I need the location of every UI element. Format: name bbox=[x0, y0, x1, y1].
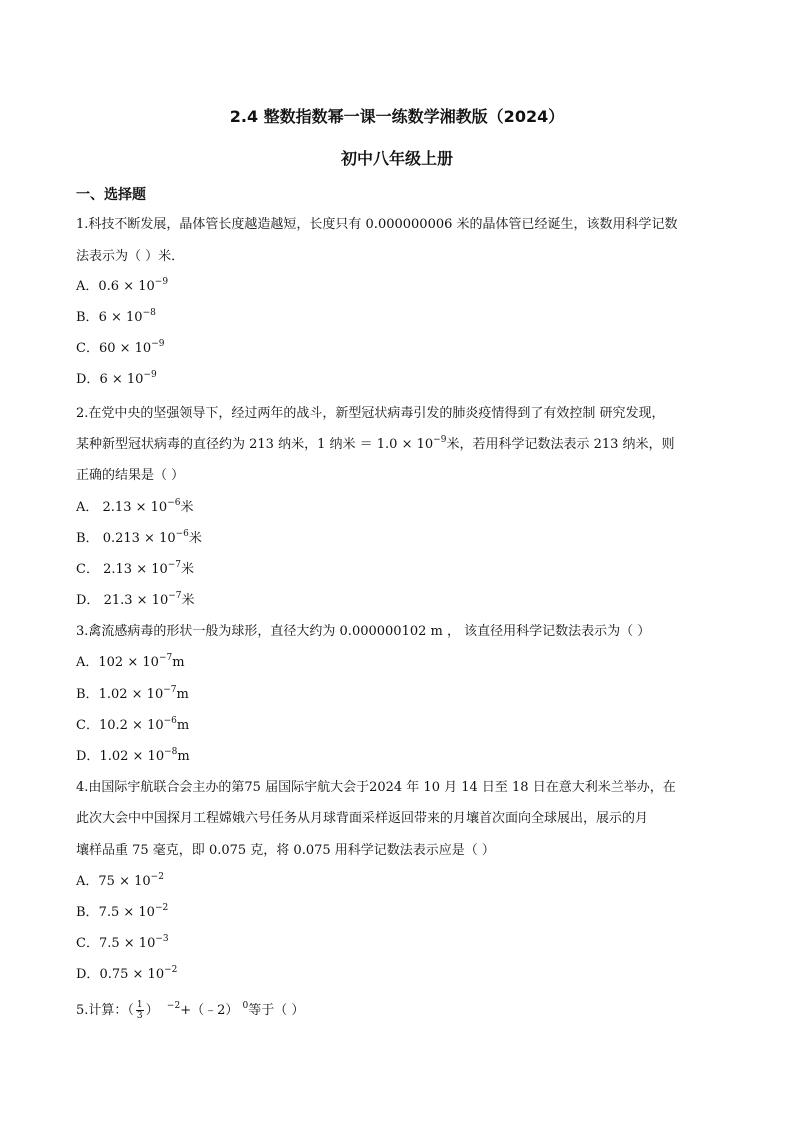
question-4-option-d: D．$0.75 \times 10^{-2}$ bbox=[76, 965, 178, 982]
question-1-text-cont: 法表示为（ ）米． bbox=[76, 249, 185, 264]
question-4-text-cont: 此次大会中中国探月工程嫦娥六号任务从月球背面采样返回带来的月壤首次面向全球展出，展示的月 bbox=[76, 811, 649, 826]
question-2-text-end: 正确的结果是（ ） bbox=[76, 468, 185, 483]
question-4-text-end: 壤样品重 75 毫克，即 0.075 克，将 0.075 用科学记数法表示应是（ ） bbox=[76, 843, 495, 858]
section-heading: 一、选择题 bbox=[76, 187, 146, 203]
question-1-option-b: B．$6 \times 10^{-8}$ bbox=[76, 308, 156, 325]
question-1-option-c: C．$60 \times 10^{-9}$ bbox=[76, 339, 165, 356]
question-2-text: 2.在党中央的坚强领导下，经过两年的战斗，新型冠状病毒引发的肺炎疫情得到了有效控制 研究发现， bbox=[76, 406, 665, 421]
question-4-option-b: B．$7.5 \times 10^{-2}$ bbox=[76, 903, 169, 920]
fraction: $\frac{1}{3}$ bbox=[136, 1000, 143, 1021]
question-2-text-cont: 某种新型冠状病毒的直径约为 213 纳米，1 纳米 ＝ $1.0 \times 10^{-9}$米，若用科学记数法表示 213 纳米，则 bbox=[76, 435, 675, 452]
question-4-text: 4.由国际宇航联合会主办的第75 届国际宇航大会于2024 年 10 月 14 日至 18 日在意大利米兰举办，在 bbox=[76, 780, 676, 795]
question-3-text: 3.禽流感病毒的形状一般为球形，直径大约为 0.000000102 m ， 该直径用科学记数法表示为（ ） bbox=[76, 624, 651, 639]
question-2-option-d: D． $21.3 \times 10^{-7}$米 bbox=[76, 591, 195, 608]
question-1-text: 1.科技不断发展，晶体管长度越造越短，长度只有 0.000000006 米的晶体管已经诞生，该数用科学记数 bbox=[76, 217, 678, 232]
question-1-option-d: D．$6 \times 10^{-9}$ bbox=[76, 370, 157, 387]
question-2-option-a: A． $2.13 \times 10^{-6}$米 bbox=[76, 498, 194, 515]
question-3-option-d: D．$1.02 \times 10^{-8}m$ bbox=[76, 747, 190, 764]
question-2-option-b: B． $0.213 \times 10^{-6}$米 bbox=[76, 529, 202, 546]
question-5-text: 5.计算：（ $\frac{1}{3}$ ） $^{-2}$+（﹣2） $^0$等于（ ） bbox=[76, 1000, 305, 1021]
question-4-option-a: A．$75 \times 10^{-2}$ bbox=[76, 872, 164, 889]
question-1-option-a: A．$0.6 \times 10^{-9}$ bbox=[76, 277, 169, 294]
document-title: 2.4 整数指数幂一课一练数学湘教版（2024） bbox=[229, 107, 565, 126]
question-4-option-c: C．$7.5 \times 10^{-3}$ bbox=[76, 934, 169, 951]
question-3-option-a: A．$102 \times 10^{-7}m$ bbox=[76, 653, 185, 670]
question-2-option-c: C． $2.13 \times 10^{-7}$米 bbox=[76, 560, 195, 577]
document-subtitle: 初中八年级上册 bbox=[340, 149, 453, 168]
question-3-option-c: C．$10.2 \times 10^{-6}m$ bbox=[76, 716, 190, 733]
question-3-option-b: B．$1.02 \times 10^{-7}m$ bbox=[76, 685, 189, 702]
